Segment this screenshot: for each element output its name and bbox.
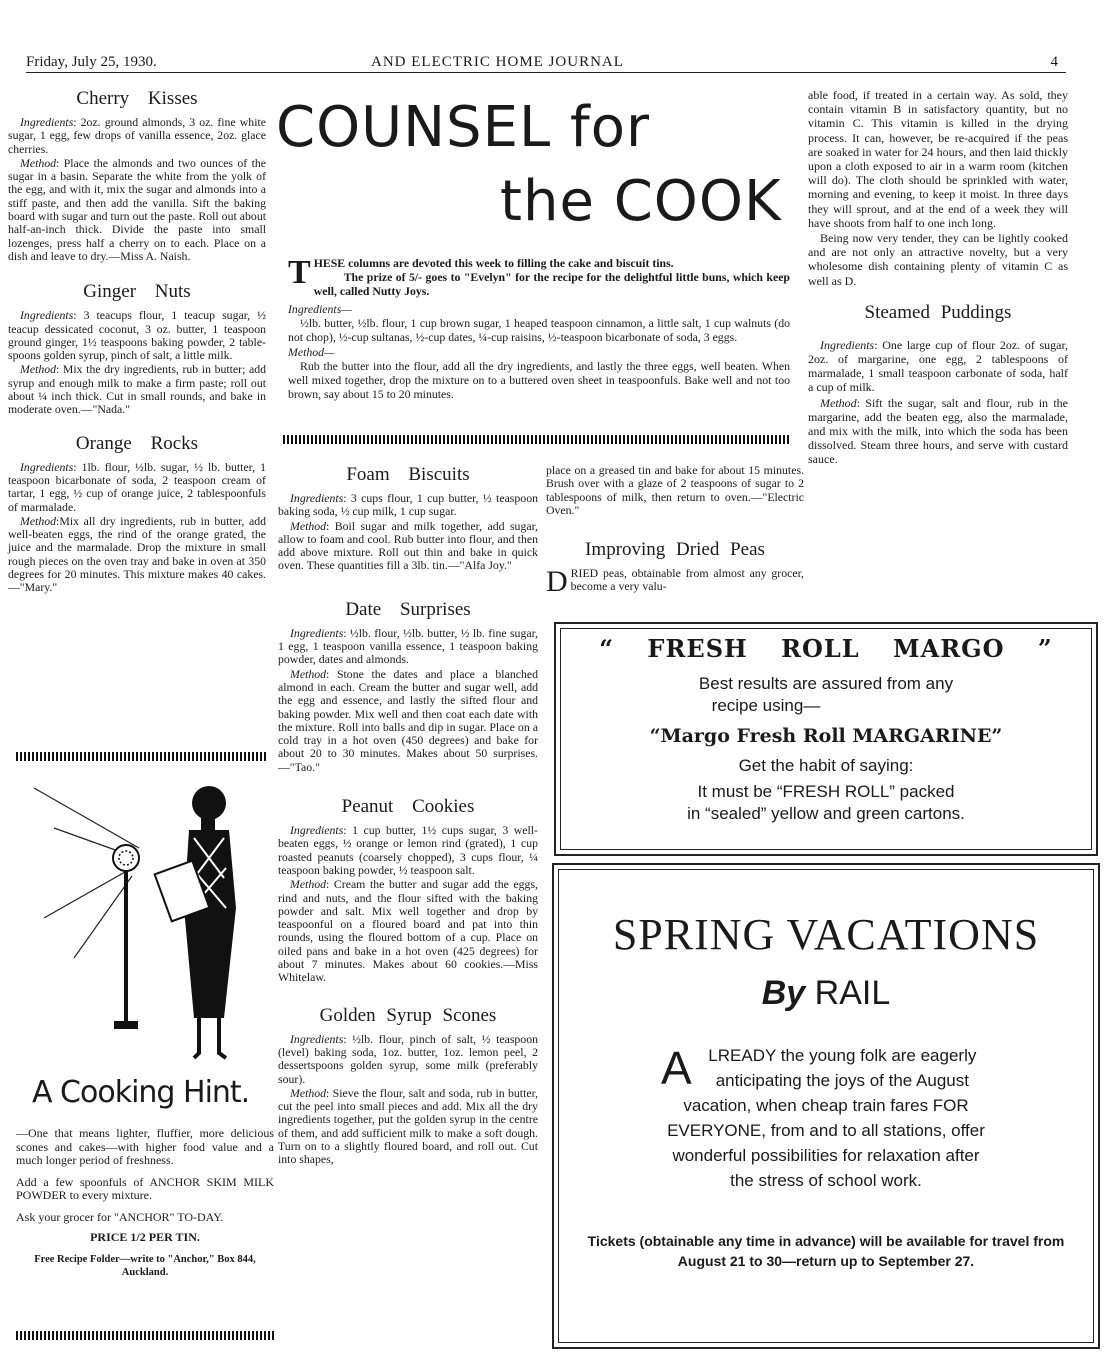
counsel-title-line1: COUNSEL for <box>276 95 650 160</box>
ingredients-label: Ingredients <box>820 337 875 352</box>
margo-line: in “sealed” yellow and green cartons. <box>687 804 965 823</box>
method-label: Method <box>20 155 57 170</box>
ingredients-label: Ingredients— <box>288 302 352 316</box>
anchor-ad-paragraph: —One that means lighter, fluffier, more delicious scones and cakes—with higher food value and a much longer period of freshness. <box>16 1126 274 1168</box>
counsel-intro <box>288 256 790 402</box>
ingredients-label: Ingredients <box>290 1031 344 1046</box>
ingredients-label: Ingredients <box>20 459 74 474</box>
recipe-ingredients: ½lb. butter, ½lb. flour, 1 cup brown sugar, 1 heaped teaspoon cinnamon, a little salt, 1 cup walnuts (do not chop), ½-cup sultanas, ½-cup dates, ¼-cup raisins, ½-teaspoon bicarbonate of soda, 3 eggs. <box>288 316 790 344</box>
method-label: Method <box>290 1085 327 1100</box>
anchor-ad-paragraph: Ask your grocer for "ANCHOR" TO-DAY. <box>16 1209 224 1224</box>
method-label: Method <box>20 362 57 377</box>
intro-line: HESE columns are devoted this week to filling the cake and biscuit tins. <box>313 256 674 270</box>
method-label: Method <box>20 513 57 528</box>
recipe-ingredients: : ½lb. flour, ½lb. butter, ½ lb. fine sugar, 1 egg, 1 teaspoon vanilla essence, 1 teaspoon baking powder, dates and almonds. <box>278 625 538 667</box>
cooking-woman-illustration <box>14 768 270 1068</box>
intro-prize: The prize of 5/- goes to "Evelyn" for the recipe for the delightful little buns, which keep well, called Nutty Joys. <box>313 270 790 298</box>
recipe-title-steamed-puddings: Steamed Puddings <box>864 301 1012 323</box>
recipe-ingredients: : 3 teacups flour, 1 teacup sugar, ½ teacup dessicated coconut, 3 oz. butter, 1 teaspoon ground ginger, 1½ teaspoons baking powder, 2 table-spoons golden syrup, pinch of salt, a little milk. <box>8 308 266 363</box>
column-right <box>808 88 1068 468</box>
ingredients-label: Ingredients <box>290 823 344 838</box>
column-rule <box>16 752 268 761</box>
method-label: Method <box>820 395 857 410</box>
spring-by: By <box>761 974 806 1012</box>
recipe-method: Rub the butter into the flour, add all the dry ingredients, and lastly the three eggs, well beaten. When well mixed together, drop the mixture on to a buttered oven sheet in teaspoonfuls. Bake well and not too brown, say about 15 to 20 minutes. <box>288 359 790 401</box>
margo-line: Get the habit of saying: <box>738 756 914 775</box>
recipe-ingredients: : 2oz. ground almonds, 3 oz. fine white sugar, 1 egg, few drops of vanilla essence, 2oz. glace cherries. <box>8 115 266 156</box>
column-rule <box>16 1331 274 1340</box>
margo-advertisement <box>554 622 1098 856</box>
anchor-ad-paragraph: Add a few spoonfuls of ANCHOR SKIM MILK POWDER to every mixture. <box>16 1174 274 1203</box>
counsel-title-line2: the COOK <box>500 169 782 234</box>
spring-body-text: LREADY the young folk are eagerly anticipating the joys of the August vacation, when cheap train fares FOR EVERYONE, from and to all stations, offer wonderful possibilities for relaxation after the stress of school work. <box>667 1046 985 1190</box>
method-label: Method <box>290 666 327 681</box>
drop-cap: T <box>288 254 311 291</box>
recipe-ingredients: : 3 cups flour, 1 cup butter, ½ teaspoon baking soda, ½ cup milk, 1 cup sugar. <box>278 491 538 519</box>
column-middle <box>278 464 538 1168</box>
recipe-method: : Boil sugar and milk together, add sugar, allow to foam and cool. Rub butter into flour, and then add above mixture. Roll out thin and bake in quick oven. These quantities fill a 3lb. tin.—"Alfa Joy." <box>278 518 538 573</box>
method-label: Method— <box>288 345 335 359</box>
recipe-method: : Place the almonds and two ounces of the sugar in a basin. Separate the white from the yolk of the egg, and with it, mix the sugar and almonds into a stiff paste, and then add the vanilla. Sift the baking board with sugar and turn out the paste. Roll out about half-an-inch thick. Divide the paste into small lozenges, press half a cherry on to each. Place on a dish and leave to dry.—Miss A. Naish. <box>8 155 266 263</box>
journal-name: AND ELECTRIC HOME JOURNAL <box>371 54 624 70</box>
page-number: 4 <box>1050 54 1058 70</box>
article-text: RIED peas, obtainable from almost any grocer, become a very valu- <box>570 566 804 594</box>
ingredients-label: Ingredients <box>20 308 74 323</box>
margo-product: “Margo Fresh Roll MARGARINE” <box>649 725 1003 747</box>
issue-date: Friday, July 25, 1930. <box>26 54 157 70</box>
margo-line: Best results are assured from any <box>698 674 954 693</box>
margo-headline: “ FRESH ROLL MARGO ” <box>599 634 1053 663</box>
anchor-recipe-folder: Free Recipe Folder—write to "Anchor," Box 844, Auckland. <box>34 1254 256 1278</box>
recipe-title-ginger-nuts: Ginger Nuts <box>83 281 191 303</box>
margo-line: recipe using— <box>711 696 821 715</box>
spring-vacations-advertisement <box>552 863 1100 1349</box>
recipe-title-date-surprises: Date Surprises <box>345 598 471 620</box>
column-center-right <box>546 463 804 599</box>
margo-line: It must be “FRESH ROLL” packed <box>697 782 955 801</box>
anchor-price: PRICE 1/2 PER TIN. <box>90 1229 200 1244</box>
page-header <box>26 52 1066 73</box>
recipe-ingredients: : 1 cup butter, 1½ cups sugar, 3 well-beaten eggs, ½ orange or lemon rind (grated), 1 cup roasted peanuts (coarsely chopped), 3 cups flour, ¼ teaspoon baking powder, ½ teaspoon salt. <box>278 823 538 877</box>
recipe-ingredients: : ½lb. flour, pinch of salt, ½ teaspoon (level) baking soda, 1oz. butter, 1oz. lemon peel, 2 dessertspoons golden syrup, some milk (preferably sour). <box>278 1031 538 1086</box>
recipe-method: : Stone the dates and place a blanched almond in each. Cream the butter and sugar well, add the egg and essence, and lastly the sifted flour and baking powder. Mix well and then coat each date with the mixture. Roll into balls and dip in sugar. Place on a cold tray in a hot oven (450 degrees) and bake for about 20 to 30 minutes. Makes about 50 surprises.—"Tao." <box>278 666 538 774</box>
recipe-ingredients: : 1lb. flour, ½lb. sugar, ½ lb. butter, 1 teaspoon bicarbonate of soda, 2 teaspoon cream of tartar, 1 egg, ½ cup of orange juice, 2 tablespoonfuls of marmalade. <box>8 459 266 514</box>
spring-rail: RAIL <box>814 974 891 1012</box>
recipe-method: : Mix the dry ingredients, rub in butter; add syrup and enough milk to make a firm paste; roll out about ¼ inch thick. Cut in small rounds, and bake in moderate oven.—"Nada." <box>8 362 266 417</box>
recipe-title-golden-syrup-scones: Golden Syrup Scones <box>319 1004 497 1026</box>
spring-headline: SPRING VACATIONS <box>612 910 1040 959</box>
column-rule <box>283 435 791 444</box>
recipe-title-foam-biscuits: Foam Biscuits <box>346 464 470 485</box>
recipe-title-peanut-cookies: Peanut Cookies <box>341 796 475 818</box>
counsel-intro-text <box>288 256 790 298</box>
drop-cap: A <box>661 1042 692 1094</box>
dried-peas-paragraph: Being now very tender, they can be lightly cooked and are not only an attractive novelty, but a very wholesome dish containing plenty of vitamin C as well as D. <box>808 231 1068 288</box>
dried-peas-continued: able food, if treated in a certain way. As sold, they contain vitamin B in satisfactory quantity, but no vitamin C. This vitamin is killed in the drying process. It can, however, be re-acquired if the peas are soaked in water for 24 hours, and then laid thickly upon a cloth exposed to air in a warm room (kitchen will do). The cloth should be sprinkled with water, morning and evening, to keep it moist. In three days they will sprout, and at the end of a week they will have shoots from half to one inch long. <box>808 88 1068 230</box>
ingredients-label: Ingredients <box>20 115 74 129</box>
column-left <box>8 88 266 596</box>
cooking-hint-title: A Cooking Hint. <box>32 1075 250 1110</box>
recipe-method: : Sift the sugar, salt and flour, rub in the margarine, add the beaten egg, also the marmalade, and mix with the milk, into which the soda has been dissolved. Steam three hours, and serve with custard sauce. <box>808 395 1068 467</box>
method-label: Method <box>290 877 327 892</box>
recipe-ingredients: : One large cup of flour 2oz. of sugar, 2oz. of margarine, one egg, 2 tablespoons of marmalade, 1 small teaspoon carbonate of soda, half a cup of milk. <box>808 337 1068 395</box>
drop-cap: D <box>546 565 568 599</box>
article-title-dried-peas: Improving Dried Peas <box>585 539 765 561</box>
method-label: Method <box>290 518 327 533</box>
ingredients-label: Ingredients <box>290 625 344 640</box>
spring-footer: Tickets (obtainable any time in advance) will be available for travel from August 21 to 30—return up to September 27. <box>587 1233 1065 1269</box>
anchor-ad-text <box>16 1127 274 1279</box>
recipe-method: :Mix all dry ingredients, rub in butter, add well-beaten eggs, the rind of the orange grated, the juice and the marmalade. Drop the mixture in small rough pieces on the oven tray and bake in oven at 350 degrees for 20 minutes. This mixture makes 40 cakes.—"Mary." <box>8 513 266 595</box>
recipe-method: : Cream the butter and sugar add the eggs, rind and nuts, and the flour sifted with the baking powder and salt. Mix well together and drop by teaspoonful on a floured board and pat into thin rounds, using the floured bottom of a cup. Place on oiled pans and bake in a hot oven (425 degrees) for about 7 minutes. Makes about 60 cookies.—Miss Whitelaw. <box>278 877 538 985</box>
recipe-method: : Sieve the flour, salt and soda, rub in butter, cut the peel into small pieces and add. Mix all the dry ingredients together, put the golden syrup in the centre of them, and add sufficient milk to make a soft dough. Turn on to a slightly floured board, and roll out. Cut into shapes, <box>278 1085 538 1167</box>
ingredients-label: Ingredients <box>290 491 344 505</box>
recipe-title-cherry-kisses: Cherry Kisses <box>76 88 198 109</box>
recipe-title-orange-rocks: Orange Rocks <box>75 432 199 454</box>
foam-biscuits-continued: place on a greased tin and bake for about 15 minutes. Brush over with a glaze of 2 teaspoons of sugar to 2 tablespoons of milk, then return to oven.—"Electric Oven." <box>546 463 804 517</box>
